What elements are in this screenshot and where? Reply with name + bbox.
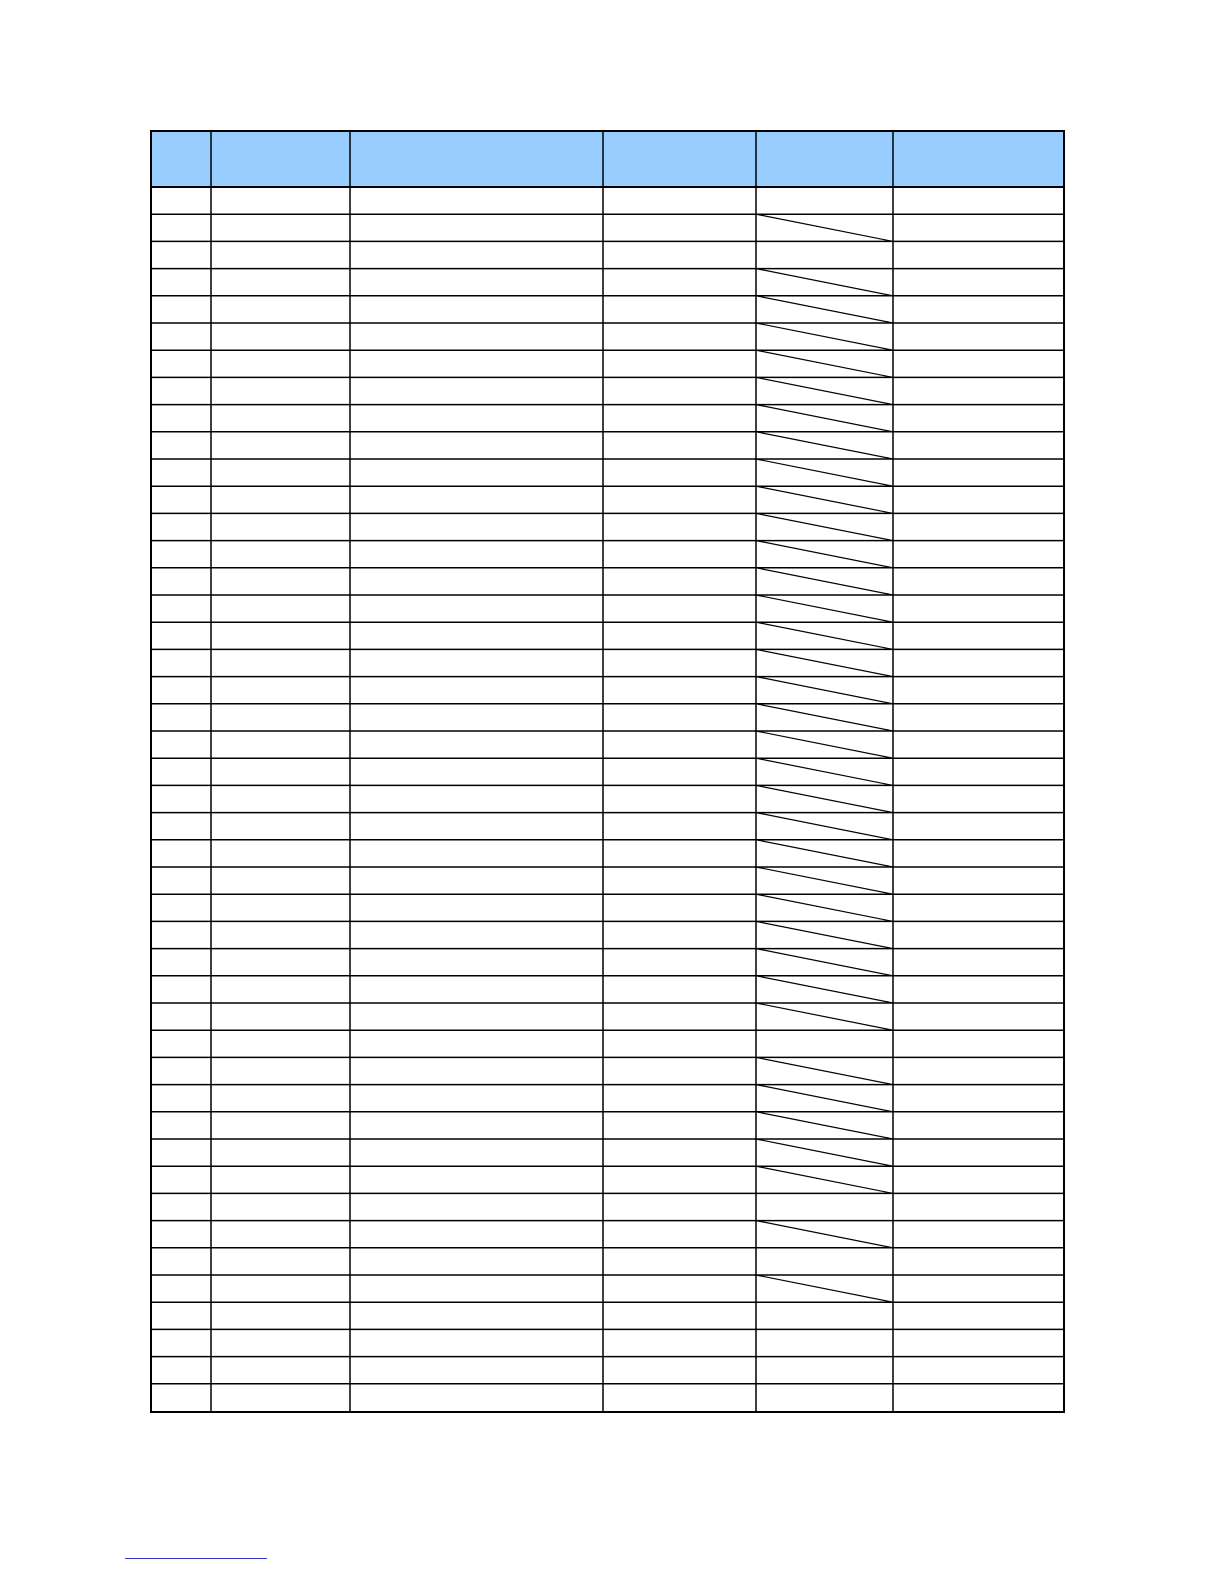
na-diagonal-mark [756,1057,893,1084]
na-diagonal-mark [756,840,893,867]
footnote-separator [125,1558,267,1559]
na-diagonal-mark [756,1112,893,1139]
na-diagonal-mark [756,1003,893,1030]
na-diagonal-mark [756,622,893,649]
na-diagonal-mark [756,323,893,350]
na-diagonal-mark [756,1166,893,1193]
na-diagonal-mark [756,296,893,323]
na-diagonal-mark [756,677,893,704]
na-diagonal-mark [756,377,893,404]
na-diagonal-mark [756,894,893,921]
header-row [152,132,1063,187]
na-diagonal-mark [756,541,893,568]
na-diagonal-mark [756,269,893,296]
na-diagonal-mark [756,949,893,976]
na-diagonal-mark [756,813,893,840]
na-diagonal-mark [756,432,893,459]
na-diagonal-mark [756,731,893,758]
data-table [150,130,1065,1413]
na-diagonal-mark [756,921,893,948]
na-diagonal-mark [756,1139,893,1166]
table-grid [152,132,1063,1411]
na-diagonal-mark [756,350,893,377]
na-diagonal-mark [756,513,893,540]
na-diagonal-mark [756,758,893,785]
na-diagonal-mark [756,867,893,894]
na-diagonal-mark [756,1275,893,1302]
na-diagonal-mark [756,214,893,241]
na-diagonal-mark [756,486,893,513]
na-diagonal-mark [756,785,893,812]
na-diagonal-mark [756,704,893,731]
na-diagonal-mark [756,595,893,622]
na-diagonal-mark [756,649,893,676]
na-diagonal-mark [756,459,893,486]
na-diagonal-mark [756,1085,893,1112]
na-diagonal-mark [756,1221,893,1248]
na-diagonal-mark [756,405,893,432]
na-diagonal-mark [756,976,893,1003]
na-diagonal-mark [756,568,893,595]
